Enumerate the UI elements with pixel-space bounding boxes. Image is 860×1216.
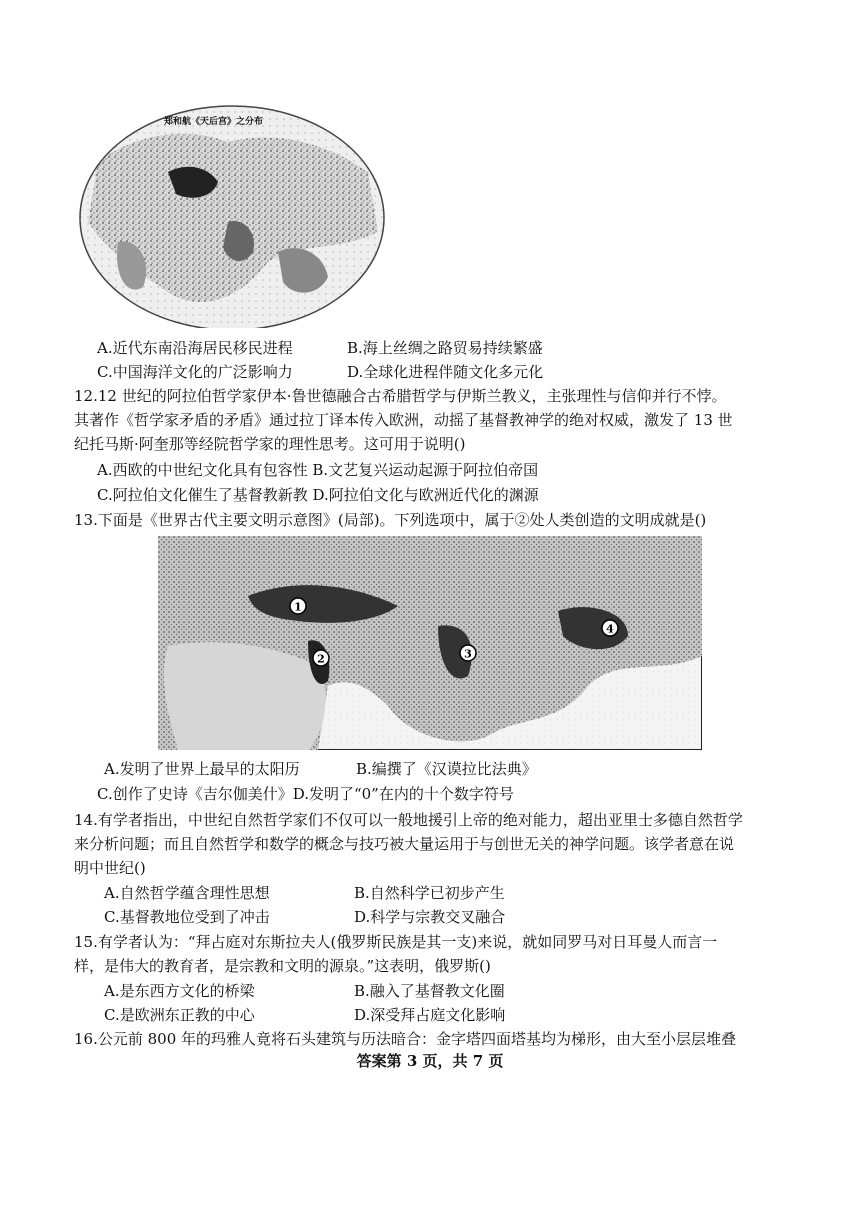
- q15-option-c: C.是欧洲东正教的中心: [104, 1006, 255, 1024]
- marker-2: 2: [317, 652, 325, 666]
- q14-option-c: C.基督教地位受到了冲击: [104, 908, 270, 926]
- q12-options-ab: A.西欧的中世纪文化具有包容性 B.文艺复兴运动起源于阿拉伯帝国: [97, 461, 539, 479]
- q12-stem-line1: 12.12 世纪的阿拉伯哲学家伊本·鲁世德融合古希腊哲学与伊斯兰教义，主张理性与信仰并行不悖。: [74, 387, 727, 405]
- q13-option-a: A.发明了世界上最早的太阳历: [104, 760, 300, 778]
- q14-stem-line3: 明中世纪(): [74, 859, 146, 877]
- map-title: 郑和航《天后宫》之分布: [164, 117, 264, 127]
- marker-4: 4: [606, 622, 614, 636]
- q13-option-b: B.编撰了《汉谟拉比法典》: [356, 760, 537, 778]
- q14-option-b: B.自然科学已初步产生: [354, 884, 505, 902]
- q11-option-c: C.中国海洋文化的广泛影响力: [97, 363, 293, 381]
- q12-stem-line2: 其著作《哲学家矛盾的矛盾》通过拉丁译本传入欧洲，动摇了基督教神学的绝对权威，激发了 13 世: [74, 411, 733, 429]
- q14-stem-line1: 14.有学者指出，中世纪自然哲学家们不仅可以一般地援引上帝的绝对能力，超出亚里士多德自然哲学: [74, 811, 743, 829]
- marker-1: 1: [294, 600, 302, 614]
- marker-3: 3: [464, 647, 472, 661]
- ancient-civilizations-map: [158, 536, 702, 750]
- q13-options-cd: C.创作了史诗《吉尔伽美什》D.发明了“0”在内的十个数字符号: [97, 785, 514, 803]
- page-footer: 答案第 3 页，共 7 页: [356, 1052, 504, 1070]
- q15-option-b: B.融入了基督教文化圈: [354, 982, 505, 1000]
- q12-stem-line3: 纪托马斯·阿奎那等经院哲学家的理性思考。这可用于说明(): [74, 435, 466, 453]
- q11-option-d: D.全球化进程伴随文化多元化: [347, 363, 544, 381]
- q11-option-b: B.海上丝绸之路贸易持续繁盛: [347, 339, 543, 357]
- q11-option-a: A.近代东南沿海居民移民进程: [97, 339, 293, 357]
- q15-stem-line1: 15.有学者认为：“拜占庭对东斯拉夫人(俄罗斯民族是其一支)来说，就如同罗马对日耳曼人而言一: [74, 933, 718, 951]
- q15-stem-line2: 样，是伟大的教育者，是宗教和文明的源泉。”这表明，俄罗斯(): [74, 957, 491, 975]
- q14-option-d: D.科学与宗教交叉融合: [354, 908, 506, 926]
- q13-stem: 13.下面是《世界古代主要文明示意图》(局部)。下列选项中，属于②处人类创造的文明成就是(): [74, 511, 707, 529]
- q12-options-cd: C.阿拉伯文化催生了基督教新教 D.阿拉伯文化与欧洲近代化的渊源: [97, 486, 539, 504]
- q14-stem-line2: 来分析问题；而且自然哲学和数学的概念与技巧被大量运用于与创世无关的神学问题。该学者意在说: [74, 835, 735, 853]
- q14-option-a: A.自然哲学蕴含理性思想: [104, 884, 270, 902]
- tianhou-palace-distribution-map: [78, 102, 386, 328]
- q16-stem-line1: 16.公元前 800 年的玛雅人竟将石头建筑与历法暗合：金字塔四面塔基均为梯形，由大至小层层堆叠: [74, 1030, 737, 1048]
- q15-option-d: D.深受拜占庭文化影响: [354, 1006, 506, 1024]
- q15-option-a: A.是东西方文化的桥梁: [104, 982, 255, 1000]
